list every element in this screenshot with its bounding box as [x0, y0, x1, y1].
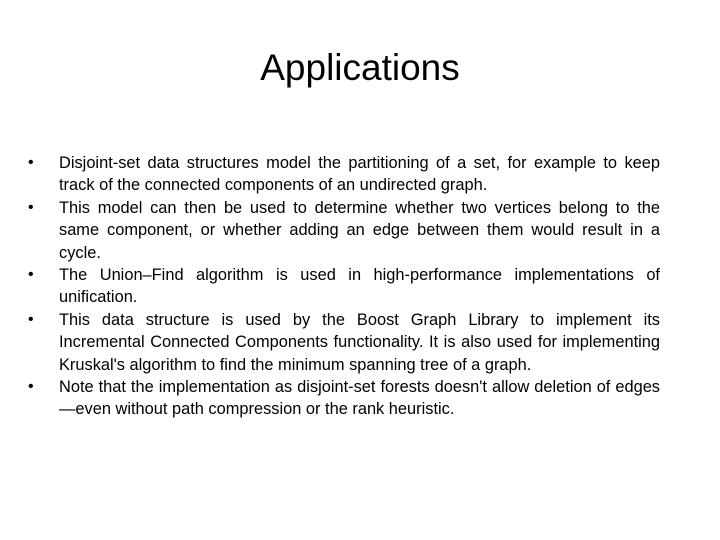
bullet-icon: •: [28, 198, 34, 216]
bullet-icon: •: [28, 154, 34, 171]
bullet-text: Disjoint-set data structures model the partitioning of a set, for example to keep track of the connected components of an undirected graph.: [59, 154, 660, 195]
bullet-item: [28, 376, 660, 421]
bullet-item: [28, 309, 660, 376]
bullet-item: [28, 152, 660, 197]
bullet-text: This model can then be used to determine whether two vertices belong to the same component, or whether adding an edge between them would result in a cycle.: [59, 198, 660, 262]
bullet-list: [28, 152, 660, 421]
bullet-icon: •: [28, 266, 34, 284]
bullet-text: The Union–Find algorithm is used in high-performance implementations of unification.: [59, 266, 660, 307]
bullet-icon: •: [28, 310, 34, 328]
slide-title: Applications: [260, 47, 460, 88]
bullet-icon: •: [28, 378, 34, 396]
bullet-item: [28, 264, 660, 309]
bullet-text: This data structure is used by the Boost Graph Library to implement its Incremental Connected Components functionality. It is also used for implementing Kruskal's algorithm to find the minimum spanning tree of a graph.: [59, 310, 660, 374]
bullet-text: Note that the implementation as disjoint-set forests doesn't allow deletion of edges—even without path compression or the rank heuristic.: [59, 378, 660, 419]
bullet-item: [28, 197, 660, 264]
